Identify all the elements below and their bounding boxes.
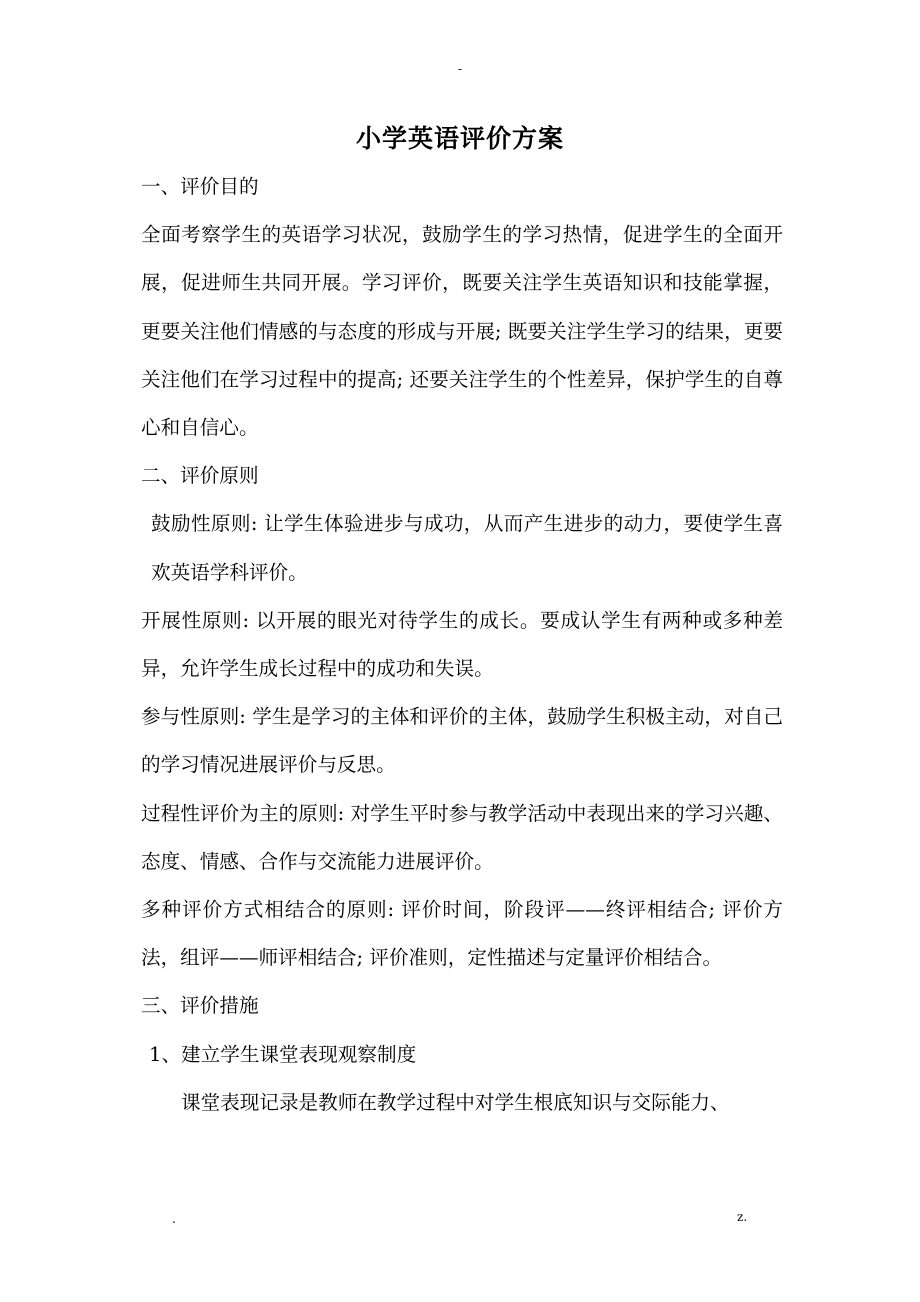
paragraph-development-principle: 开展性原则: 以开展的眼光对待学生的成长。要成认学生有两种或多种差异，允许学生成长过程中的成功和失误。 xyxy=(141,608,783,681)
header-mark: - xyxy=(457,62,463,76)
footer-left-mark: . xyxy=(172,1212,176,1226)
document-body xyxy=(141,163,783,1127)
section-heading-measures: 三、评价措施 xyxy=(141,994,259,1018)
list-item-observation-system: 1、建立学生课堂表现观察制度 xyxy=(149,1042,417,1066)
paragraph-classroom-record: 课堂表现记录是教师在教学过程中对学生根底知识与交际能力、 xyxy=(181,1090,730,1114)
section-heading-principles: 二、评价原则 xyxy=(141,464,259,488)
paragraph-combination-principle: 多种评价方式相结合的原则: 评价时间，阶段评——终评相结合; 评价方法，组评——师评相结合; 评价准则，定性描述与定量评价相结合。 xyxy=(141,898,783,970)
footer-right-mark: z. xyxy=(737,1210,748,1224)
paragraph-process-principle: 过程性评价为主的原则: 对学生平时参与教学活动中表现出来的学习兴趣、态度、情感、合作与交流能力进展评价。 xyxy=(141,801,783,873)
page-title: 小学英语评价方案 xyxy=(355,124,564,153)
paragraph-purpose: 全面考察学生的英语学习状况，鼓励学生的学习热情，促进学生的全面开展，促进师生共同开展。学习评价，既要关注学生英语知识和技能掌握，更要关注他们情感的与态度的形成与开展; 既要关注学生学习的结果，更要关注他们在学习过程中的提高; 还要关注学生的个性差异，保护学生的自尊心和自信心。 xyxy=(141,223,783,440)
section-heading-purpose: 一、评价目的 xyxy=(141,175,259,198)
paragraph-participation-principle: 参与性原则: 学生是学习的主体和评价的主体，鼓励学生积极主动，对自己的学习情况进展评价与反思。 xyxy=(141,705,783,777)
paragraph-encouragement-principle: 鼓励性原则: 让学生体验进步与成功，从而产生进步的动力，要使学生喜欢英语学科评价。 xyxy=(151,512,783,584)
